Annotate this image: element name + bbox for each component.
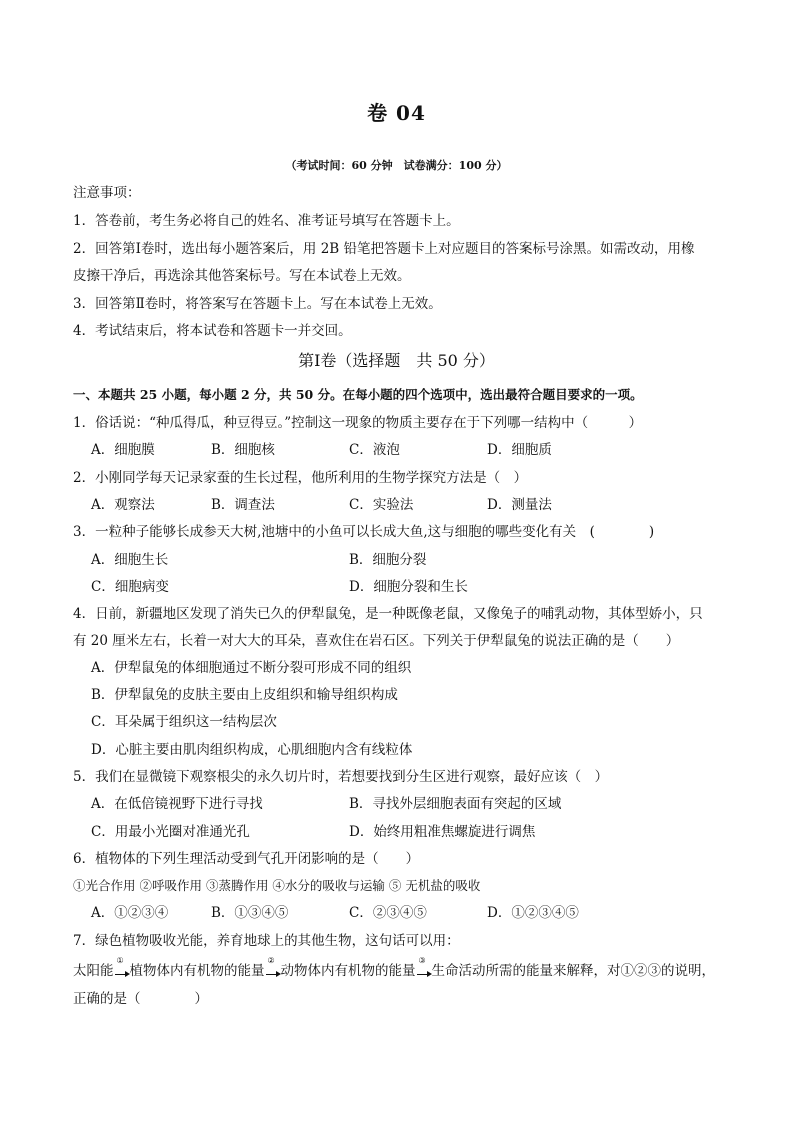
exam-info: （考试时间：60 分钟 试卷满分：100 分） xyxy=(285,159,508,172)
option-b: B．细胞分裂 xyxy=(349,552,427,568)
option-d: D．心脏主要由肌肉组织构成，心肌细胞内含有线粒体 xyxy=(91,742,413,758)
question-6-list: ①光合作用 ②呼吸作用 ③蒸腾作用 ④水分的吸收与运输 ⑤ 无机盐的吸收 xyxy=(73,878,481,893)
question-stem-1: 1．俗话说：“种瓜得瓜，种豆得豆。”控制这一现象的物质主要存在于下列哪一结构中（ ） xyxy=(73,415,643,431)
option-c: C．细胞病变 xyxy=(91,579,169,595)
option-a: A．在低倍镜视野下进行寻找 xyxy=(91,796,263,812)
option-c: C．实验法 xyxy=(349,497,414,513)
question-stem-7: 7．绿色植物吸收光能，养育地球上的其他生物，这句话可以用： xyxy=(73,933,460,949)
option-c: C．②③④⑤ xyxy=(349,905,427,921)
section-title: 第Ⅰ卷（选择题 共 50 分） xyxy=(298,351,495,370)
question-stem-4: 4．日前，新疆地区发现了消失已久的伊犁鼠兔，是一种既像老鼠，又像兔子的哺乳动物，其体型娇小，只 xyxy=(73,606,703,622)
notes-heading: 注意事项： xyxy=(73,185,141,201)
option-d: D．①②③④⑤ xyxy=(487,905,579,921)
chain-part: 太阳能 xyxy=(73,963,114,979)
option-d: D．细胞质 xyxy=(487,442,552,458)
chain-part: 生命活动所需的能量来解释，对①②③的说明， xyxy=(431,963,715,979)
arrow-right-icon xyxy=(417,956,431,975)
option-c: C．用最小光圈对准通光孔 xyxy=(91,824,250,840)
option-a: A．伊犁鼠兔的体细胞通过不断分裂可形成不同的组织 xyxy=(91,660,412,676)
question-stem-3: 3．一粒种子能够长成参天大树,池塘中的小鱼可以长成大鱼,这与细胞的哪些变化有关 ( ) xyxy=(73,524,655,540)
option-b: B．调查法 xyxy=(211,497,275,513)
option-a: A．细胞生长 xyxy=(91,552,169,568)
energy-chain xyxy=(73,956,715,980)
question-stem-4-cont: 有 20 厘米左右，长着一对大大的耳朵，喜欢住在岩石区。下列关于伊犁鼠兔的说法正确的是（ ） xyxy=(73,633,680,649)
chain-part: 植物体内有机物的能量 xyxy=(129,963,265,979)
option-a: A．观察法 xyxy=(91,497,155,513)
chain-part: 动物体内有机物的能量 xyxy=(280,963,416,979)
option-c: C．液泡 xyxy=(349,442,400,458)
option-b: B．①③④⑤ xyxy=(211,905,289,921)
note-item: 4．考试结束后，将本试卷和答题卡一并交回。 xyxy=(73,323,352,339)
page-title: 卷 04 xyxy=(367,101,426,125)
arrow-right-icon xyxy=(115,956,129,975)
note-item: 1．答卷前，考生务必将自己的姓名、准考证号填写在答题卡上。 xyxy=(73,213,460,229)
note-item: 3．回答第Ⅱ卷时，将答案写在答题卡上。写在本试卷上无效。 xyxy=(73,296,442,312)
option-d: D．细胞分裂和生长 xyxy=(349,579,468,595)
option-b: B．寻找外层细胞表面有突起的区域 xyxy=(349,796,562,812)
option-d: D．始终用粗准焦螺旋进行调焦 xyxy=(349,824,536,840)
note-item: 2．回答第Ⅰ卷时，选出每小题答案后，用 2B 铅笔把答题卡上对应题目的答案标号涂黑。如需改动，用橡 xyxy=(73,241,695,257)
note-item: 皮擦干净后，再选涂其他答案标号。写在本试卷上无效。 xyxy=(73,268,411,284)
question-stem-2: 2．小刚同学每天记录家蚕的生长过程，他所利用的生物学探究方法是（ ） xyxy=(73,470,528,486)
arrow-label: ① xyxy=(116,956,124,965)
option-a: A．①②③④ xyxy=(91,905,169,921)
arrow-right-icon xyxy=(266,956,280,975)
option-a: A．细胞膜 xyxy=(91,442,155,458)
option-d: D．测量法 xyxy=(487,497,552,513)
arrow-label: ③ xyxy=(418,956,426,965)
section-instruction: 一、本题共 25 小题，每小题 2 分，共 50 分。在每小题的四个选项中，选出最符合题目要求的一项。 xyxy=(73,387,643,402)
option-c: C．耳朵属于组织这一结构层次 xyxy=(91,714,277,730)
arrow-label: ② xyxy=(267,956,275,965)
question-stem-6: 6．植物体的下列生理活动受到气孔开闭影响的是（ ） xyxy=(73,851,420,867)
question-stem-5: 5．我们在显微镜下观察根尖的永久切片时，若想要找到分生区进行观察，最好应该（ ） xyxy=(73,769,609,785)
option-b: B．伊犁鼠兔的皮肤主要由上皮组织和输导组织构成 xyxy=(91,687,398,703)
question-7-tail: 正确的是（ ） xyxy=(73,991,208,1007)
option-b: B．细胞核 xyxy=(211,442,275,458)
